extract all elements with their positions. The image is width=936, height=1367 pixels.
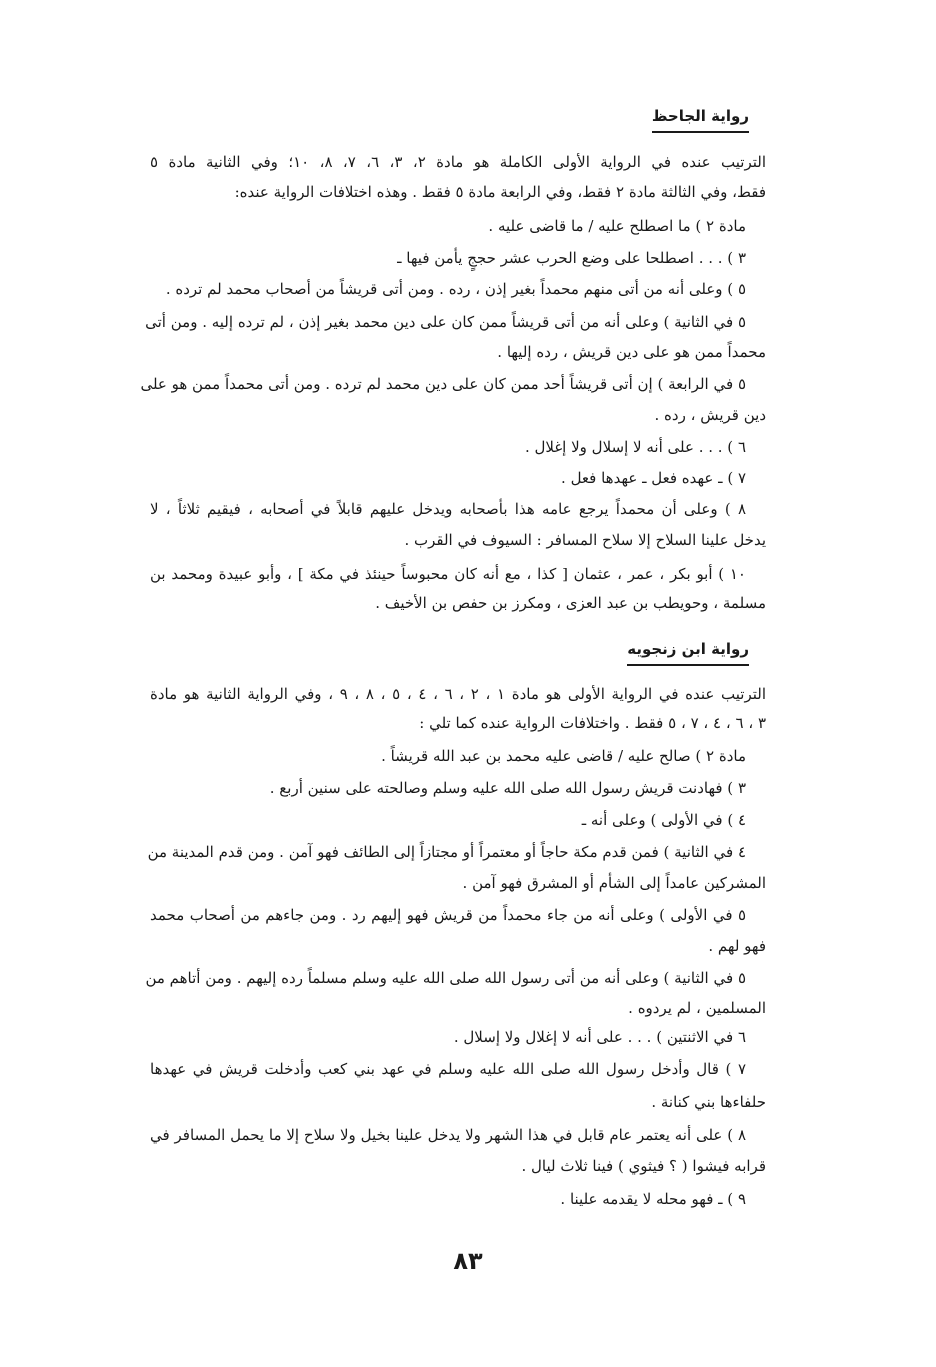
paragraph-line: محمداً ممن هو على دين قريش ، رده إليها .: [497, 343, 766, 361]
paragraph-line: ٥ في الثانية ) وعلى أنه من أتى رسول الله صلى الله عليه وسلم مسلماً رده إليهم . ومن أتاهم من: [145, 969, 746, 987]
paragraph-line: ٥ في الأولى ) وعلى أنه من جاء محمداً من قريش فهو إليهم رد . ومن جاءهم من أصحاب محمد: [150, 906, 746, 924]
section-heading-text: رواية ابن زنجويه: [627, 640, 749, 658]
paragraph-line: فقط، وفي الثالثة مادة ٢ فقط، وفي الرابعة مادة ٥ فقط . وهذه اختلافات الرواية عنده:: [234, 183, 766, 201]
paragraph-line: ٤ في الثانية ) فمن قدم مكة حاجاً أو معتمراً أو مجتازاً إلى الطائف فهو آمن . ومن قدم المدينة من: [147, 843, 746, 861]
paragraph-line: الترتيب عنده في الرواية الأولى الكاملة هو مادة ٢، ٣، ٦، ٧، ٨، ١٠؛ وفي الثانية مادة ٥: [150, 153, 766, 171]
paragraph-line: مادة ٢ ) ما اصطلح عليه / ما قاضى عليه .: [488, 217, 746, 235]
heading-underline: [627, 664, 749, 666]
paragraph-line: يدخل علينا السلاح إلا سلاح المسافر : السيوف في القرب .: [404, 531, 766, 549]
paragraph-line: ٣ ، ٦ ، ٤ ، ٧ ، ٥ فقط . واختلافات الرواية عنده كما تلي :: [419, 714, 766, 732]
paragraph-line: الترتيب عنده في الرواية الأولى هو مادة ١ ، ٢ ، ٦ ، ٤ ، ٥ ، ٨ ، ٩ ، وفي الرواية الثانية هو مادة: [150, 685, 766, 703]
paragraph-line: ٥ في الثانية ) وعلى أنه من أتى قريشاً ممن كان على دين محمد بغير إذن ، لم ترده إليه . ومن أتى: [145, 313, 746, 331]
heading-underline: [652, 131, 749, 133]
paragraph-line: ٣ ) فهادنت قريش رسول الله صلى الله عليه وسلم وصالحته على سنين أربع .: [269, 779, 746, 797]
section-heading-jahiz: [652, 107, 749, 133]
paragraph-line: ٥ في الرابعة ) إن أتى قريشاً أحد ممن كان على دين محمد لم ترده . ومن أتى محمداً ممن هو على: [140, 375, 746, 393]
paragraph-line: دين قريش ، رده .: [654, 406, 766, 424]
paragraph-line: ٧ ) قال وأدخل رسول الله صلى الله عليه وسلم في عهد بني كعب وأدخلت قريش في عهدها: [150, 1060, 746, 1078]
paragraph-line: ٦ في الاثنتين ) . . . على أنه لا إغلال ولا إسلال .: [453, 1028, 746, 1046]
paragraph-line: ٨ ) على أنه يعتمر عام قابل في هذا الشهر ولا يدخل علينا بخيل ولا سلاح إلا ما يحمل المسافر في: [150, 1126, 746, 1144]
paragraph-line: ٦ ) . . . على أنه لا إسلال ولا إغلال .: [524, 438, 746, 456]
section-heading-ibn-zanjawayh: [627, 640, 749, 666]
paragraph-line: فهو لهم .: [708, 937, 766, 955]
paragraph-line: ٩ ) ـ فهو محله لا يقدمه علينا .: [560, 1190, 746, 1208]
section-heading-text: رواية الجاحظ: [651, 107, 749, 125]
page-number: ٨٣: [453, 1247, 483, 1275]
paragraph-line: ٧ ) ـ عهده فعل ـ عهدها فعل .: [561, 469, 746, 487]
paragraph-line: مادة ٢ ) صالح عليه / قاضى عليه محمد بن عبد الله قريشاً .: [381, 747, 746, 765]
paragraph-line: ٣ ) . . . اصطلحا على وضع الحرب عشر حججٍ يأمن فيها ـ: [397, 249, 746, 267]
paragraph-line: حلفاءها بني كنانة .: [651, 1093, 766, 1111]
paragraph-line: ٨ ) وعلى أن محمداً يرجع عامه هذا بأصحابه ويدخل عليهم قابلاً في أصحابه ، فيقيم ثلاثاً ، لا: [150, 500, 746, 518]
paragraph-line: ١٠ ) أبو بكر ، عمر ، عثمان [ كذا ، مع أنه كان محبوساً حينئذ في مكة ] ، وأبو عبيدة ومحمد بن: [150, 565, 746, 583]
paragraph-line: المسلمين ، لم يردوه .: [628, 999, 766, 1017]
paragraph-line: ٤ ) في الأولى ) وعلى أنه ـ: [581, 811, 746, 829]
paragraph-line: ٥ ) وعلى أنه من أتى منهم محمداً بغير إذن ، رده . ومن أتى قريشاً من أصحاب محمد لم ترده .: [165, 280, 746, 298]
paragraph-line: قرابه فيشوا ( ؟ فيثوي ) فينا ثلاث ليال .: [521, 1157, 766, 1175]
paragraph-line: مسلمة ، وحويطب بن عبد العزى ، ومكرز بن حفص بن الأخيف .: [375, 594, 766, 612]
paragraph-line: المشركين عامداً إلى الشأم أو المشرق فهو آمن .: [462, 874, 766, 892]
